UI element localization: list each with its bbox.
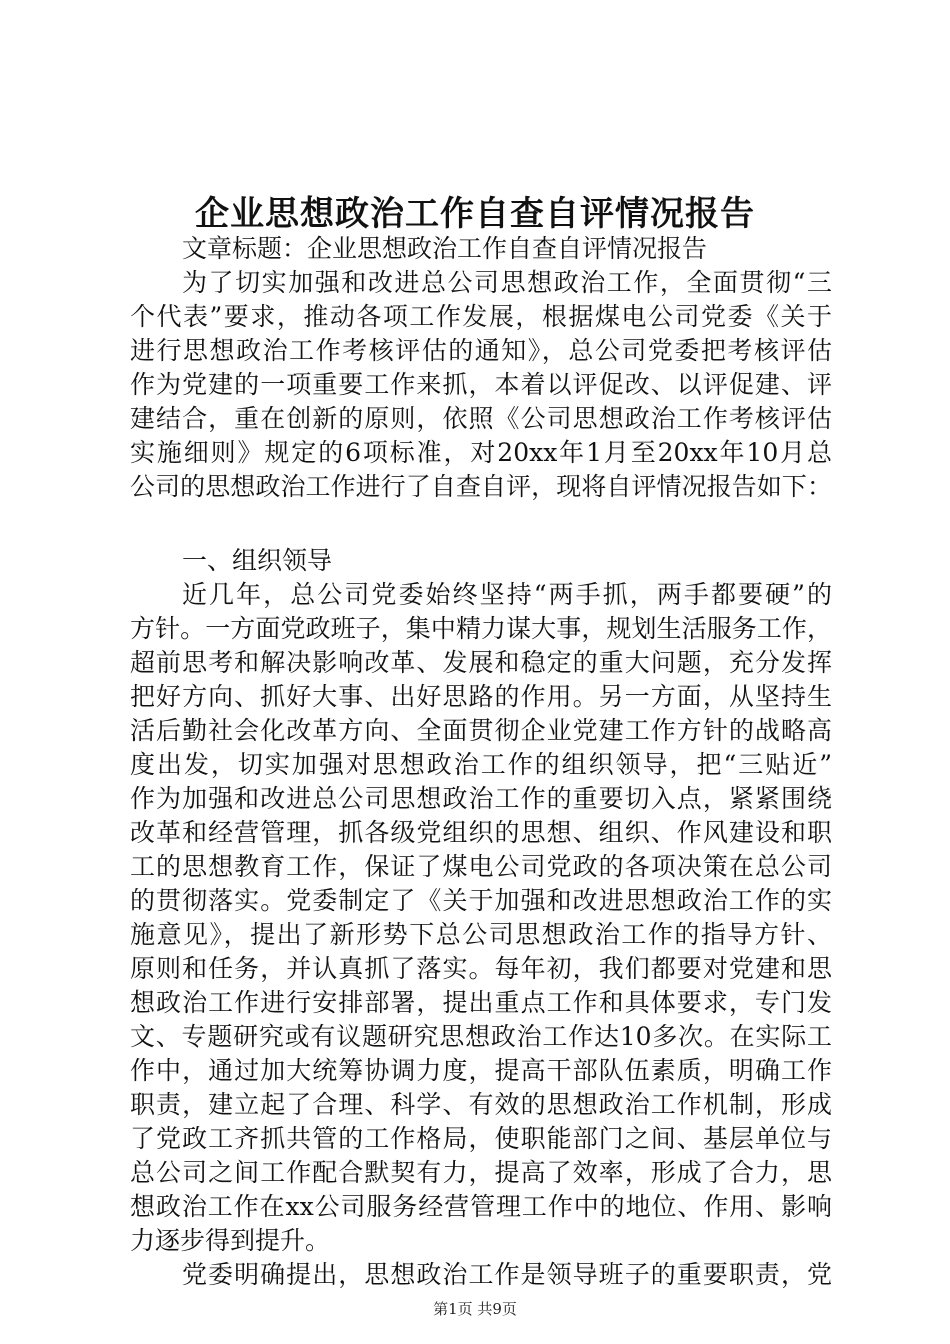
paragraph-line: 总公司之间工作配合默契有力，提高了效率，形成了合力，思	[130, 1158, 832, 1187]
document-body	[130, 232, 832, 1292]
paragraph-line: 党委明确提出，思想政治工作是领导班子的重要职责，党	[182, 1260, 832, 1289]
page-number: 第1页 共9页	[433, 1300, 517, 1318]
paragraph-line: 度出发，切实加强对思想政治工作的组织领导，把“三贴近”	[130, 750, 832, 779]
paragraph-line: 想政治工作进行安排部署，提出重点工作和具体要求，专门发	[130, 988, 832, 1017]
paragraph-line: 的贯彻落实。党委制定了《关于加强和改进思想政治工作的实	[130, 886, 832, 915]
paragraph-line: 进行思想政治工作考核评估的通知》，总公司党委把考核评估	[130, 336, 832, 365]
article-title-line: 文章标题：企业思想政治工作自查自评情况报告	[182, 234, 708, 263]
paragraph-line: 作为党建的一项重要工作来抓，本着以评促改、以评促建、评	[130, 370, 832, 399]
paragraph-line: 想政治工作在xx公司服务经营管理工作中的地位、作用、影响	[130, 1192, 832, 1221]
paragraph-line: 近几年，总公司党委始终坚持“两手抓，两手都要硬”的	[182, 580, 832, 609]
section-heading: 一、组织领导	[182, 546, 333, 575]
paragraph-line: 作为加强和改进总公司思想政治工作的重要切入点，紧紧围绕	[130, 784, 832, 813]
document-title: 企业思想政治工作自查自评情况报告	[195, 194, 755, 234]
paragraph-line: 施意见》，提出了新形势下总公司思想政治工作的指导方针、	[130, 920, 832, 949]
paragraph-line: 为了切实加强和改进总公司思想政治工作，全面贯彻“三	[182, 268, 832, 297]
paragraph-line: 力逐步得到提升。	[130, 1226, 331, 1255]
paragraph-line: 文、专题研究或有议题研究思想政治工作达10多次。在实际工	[130, 1022, 832, 1051]
paragraph-line: 活后勤社会化改革方向、全面贯彻企业党建工作方针的战略高	[130, 716, 832, 745]
paragraph-line: 了党政工齐抓共管的工作格局，使职能部门之间、基层单位与	[130, 1124, 832, 1153]
paragraph-line: 职责，建立起了合理、科学、有效的思想政治工作机制，形成	[130, 1090, 832, 1119]
blank-line	[130, 504, 832, 544]
paragraph-line: 原则和任务，并认真抓了落实。每年初，我们都要对党建和思	[130, 954, 832, 983]
paragraph-line: 实施细则》规定的6项标准，对20xx年1月至20xx年10月总	[130, 438, 832, 467]
paragraph-line: 作中，通过加大统筹协调力度，提高干部队伍素质，明确工作	[130, 1056, 832, 1085]
paragraph-line: 个代表”要求，推动各项工作发展，根据煤电公司党委《关于	[130, 302, 832, 331]
paragraph-line: 超前思考和解决影响改革、发展和稳定的重大问题，充分发挥	[130, 648, 832, 677]
paragraph-line: 改革和经营管理，抓各级党组织的思想、组织、作风建设和职	[130, 818, 832, 847]
paragraph-line: 把好方向、抓好大事、出好思路的作用。另一方面，从坚持生	[130, 682, 832, 711]
paragraph-line: 公司的思想政治工作进行了自查自评，现将自评情况报告如下：	[130, 472, 832, 501]
paragraph-line: 建结合，重在创新的原则，依照《公司思想政治工作考核评估	[130, 404, 832, 433]
paragraph-line: 方针。一方面党政班子，集中精力谋大事，规划生活服务工作，	[130, 614, 832, 643]
paragraph-line: 工的思想教育工作，保证了煤电公司党政的各项决策在总公司	[130, 852, 832, 881]
